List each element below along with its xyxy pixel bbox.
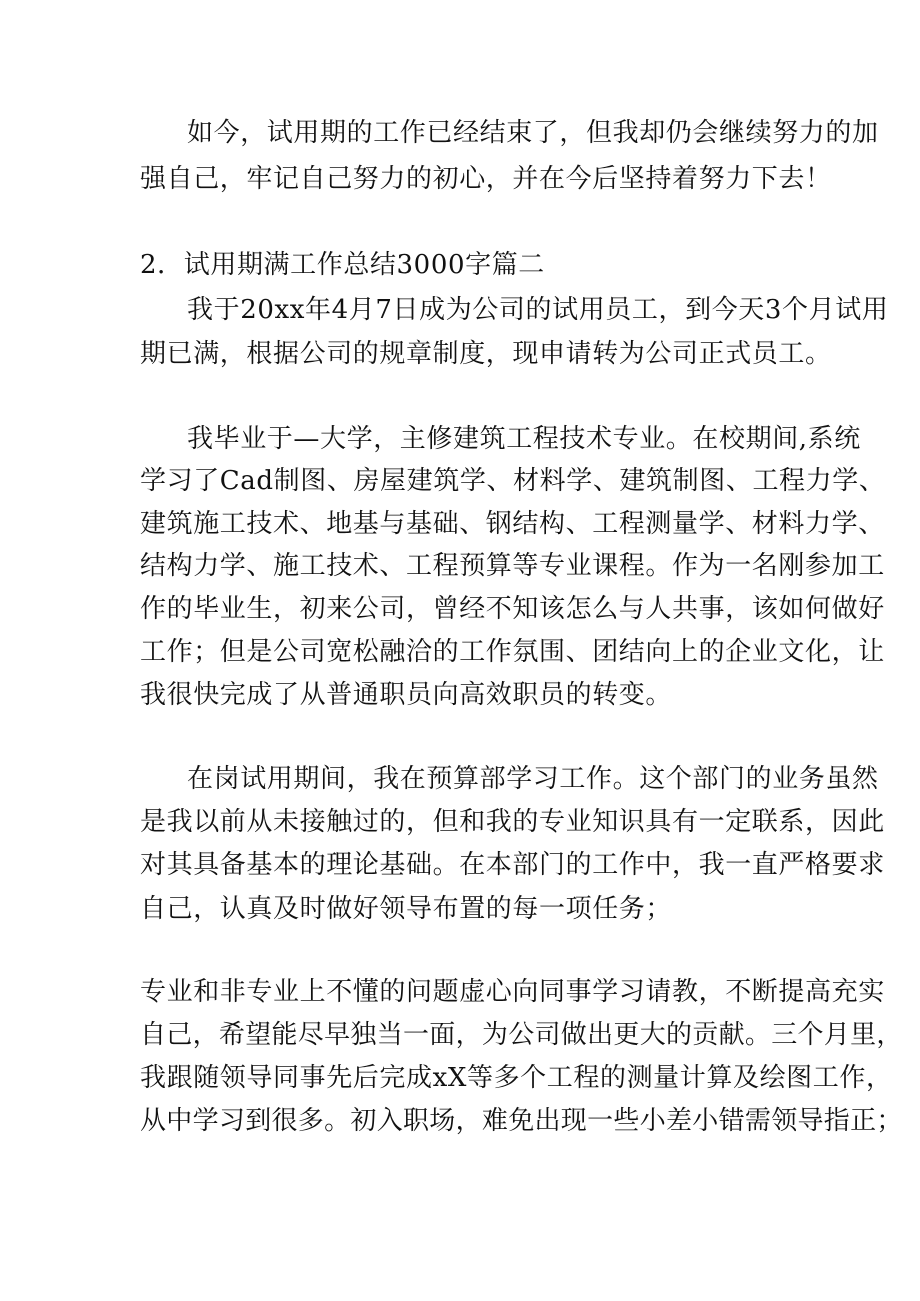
text-line: 对其具备基本的理论基础。在本部门的工作中，我一直严格要求 bbox=[140, 850, 885, 880]
text-line: 结构力学、施工技术、工程预算等专业课程。作为一名刚参加工 bbox=[140, 551, 885, 581]
text-line: 期已满，根据公司的规章制度，现申请转为公司正式员工。 bbox=[140, 339, 832, 369]
text-line: 自己，希望能尽早独当一面，为公司做出更大的贡献。三个月里， bbox=[140, 1020, 903, 1050]
text-line: 作的毕业生，初来公司，曾经不知该怎么与人共事，该如何做好 bbox=[140, 594, 885, 624]
text-line: 建筑施工技术、地基与基础、钢结构、工程测量学、材料力学、 bbox=[140, 509, 885, 539]
text-line: 在岗试用期间，我在预算部学习工作。这个部门的业务虽然 bbox=[187, 764, 879, 794]
text-line: 是我以前从未接触过的，但和我的专业知识具有一定联系，因此 bbox=[140, 807, 885, 837]
text-line: 我于20xx年4月7日成为公司的试用员工，到今天3个月试用 bbox=[187, 295, 889, 325]
text-line: 从中学习到很多。初入职场，难免出现一些小差小错需领导指正； bbox=[140, 1106, 903, 1136]
text-line: 工作；但是公司宽松融洽的工作氛围、团结向上的企业文化，让 bbox=[140, 637, 885, 667]
heading-text: 2．试用期满工作总结3000字篇二 bbox=[140, 250, 545, 280]
text-line: 如今，试用期的工作已经结束了，但我却仍会继续努力的加 bbox=[187, 118, 879, 148]
text-line: 我很快完成了从普通职员向高效职员的转变。 bbox=[140, 680, 673, 710]
text-line: 强自己，牢记自己努力的初心，并在今后坚持着努力下去！ bbox=[140, 164, 832, 194]
text-line: 我跟随领导同事先后完成xX等多个工程的测量计算及绘图工作， bbox=[140, 1063, 893, 1093]
text-line: 专业和非专业上不懂的问题虚心向同事学习请教，不断提高充实 bbox=[140, 977, 885, 1007]
text-line: 我毕业于—大学，主修建筑工程技术专业。在校期间,系统 bbox=[187, 424, 861, 454]
text-line: 学习了Cad制图、房屋建筑学、材料学、建筑制图、工程力学、 bbox=[140, 466, 886, 496]
text-line: 自己，认真及时做好领导布置的每一项任务； bbox=[140, 894, 673, 924]
